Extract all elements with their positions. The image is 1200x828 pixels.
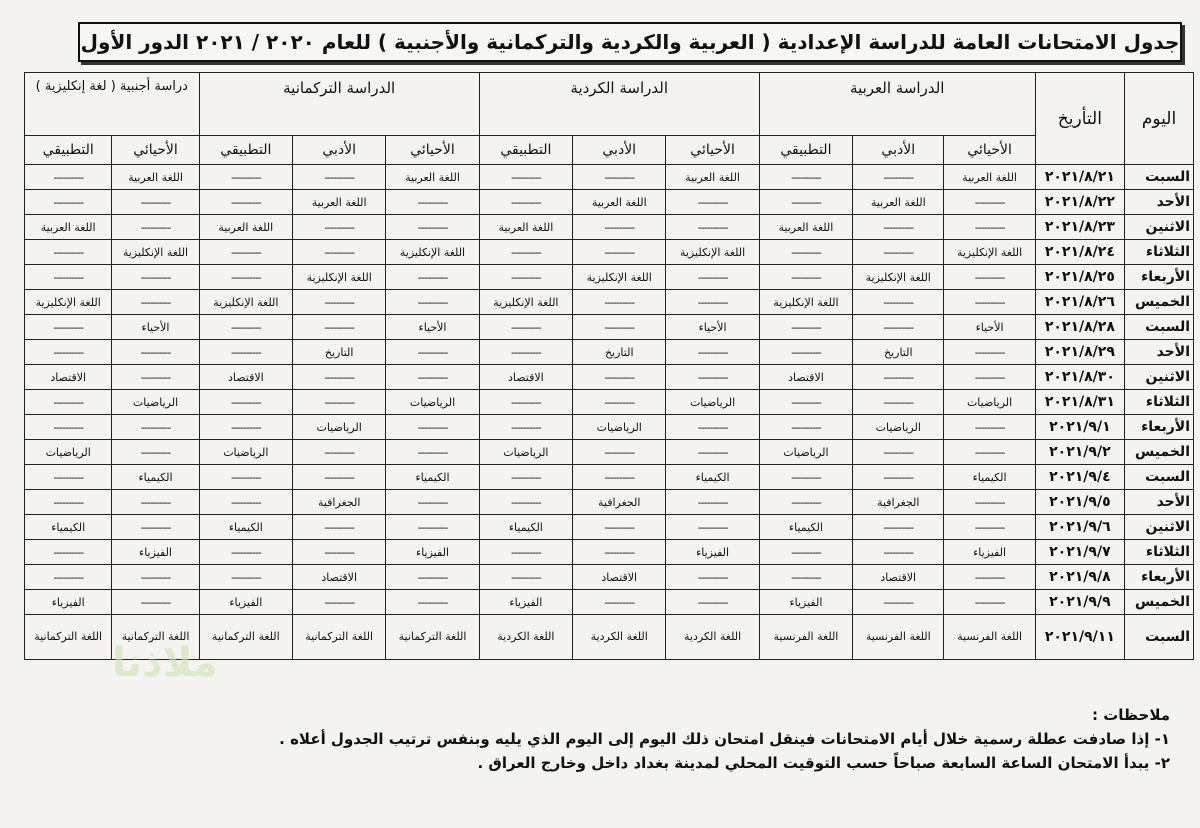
subject-cell: الفيزياء [479, 590, 572, 615]
subject-cell: اللغة التركمانية [25, 615, 112, 660]
subject-cell: ---------- [112, 590, 199, 615]
subject-cell: الرياضيات [666, 390, 759, 415]
branch-header: الأحيائي [386, 136, 479, 165]
subject-cell: ---------- [112, 265, 199, 290]
subject-cell: ---------- [573, 315, 666, 340]
subject-cell: ---------- [853, 240, 944, 265]
subject-cell: ---------- [293, 440, 386, 465]
subject-cell: ---------- [479, 165, 572, 190]
date-cell: ٢٠٢١/٨/٢٣ [1035, 215, 1124, 240]
subject-cell: التاريخ [293, 340, 386, 365]
subject-cell: ---------- [853, 315, 944, 340]
day-cell: الأحد [1125, 490, 1194, 515]
subject-cell: ---------- [293, 515, 386, 540]
date-cell: ٢٠٢١/٨/٢٨ [1035, 315, 1124, 340]
table-row [25, 415, 1194, 440]
day-cell: الاثنين [1125, 515, 1194, 540]
subject-cell: ---------- [112, 215, 199, 240]
subject-cell: ---------- [759, 315, 852, 340]
subject-cell: ---------- [573, 465, 666, 490]
subject-cell: الكيمياء [199, 515, 292, 540]
subject-cell: ---------- [944, 190, 1035, 215]
day-cell: الأحد [1125, 190, 1194, 215]
subject-cell: ---------- [479, 390, 572, 415]
subject-cell: اللغة العربية [293, 190, 386, 215]
day-cell: الأربعاء [1125, 265, 1194, 290]
date-cell: ٢٠٢١/٨/٢٩ [1035, 340, 1124, 365]
subject-cell: ---------- [944, 340, 1035, 365]
subject-cell: ---------- [199, 390, 292, 415]
subject-cell: اللغة العربية [853, 190, 944, 215]
exam-schedule-table [24, 72, 1194, 660]
subject-cell: ---------- [112, 565, 199, 590]
subject-cell: ---------- [944, 490, 1035, 515]
subject-cell: ---------- [666, 440, 759, 465]
subject-cell: ---------- [944, 365, 1035, 390]
subject-cell: اللغة الكردية [666, 615, 759, 660]
subject-cell: ---------- [573, 365, 666, 390]
branch-header-row [25, 136, 1194, 165]
subject-cell: الرياضيات [293, 415, 386, 440]
date-cell: ٢٠٢١/٩/٩ [1035, 590, 1124, 615]
subject-cell: ---------- [25, 315, 112, 340]
subject-cell: الأحياء [112, 315, 199, 340]
date-cell: ٢٠٢١/٨/٢٤ [1035, 240, 1124, 265]
subject-cell: ---------- [199, 415, 292, 440]
table-row [25, 365, 1194, 390]
subject-cell: ---------- [944, 215, 1035, 240]
subject-cell: الأحياء [666, 315, 759, 340]
subject-cell: ---------- [853, 440, 944, 465]
day-cell: الخميس [1125, 290, 1194, 315]
subject-cell: الكيمياء [386, 465, 479, 490]
subject-cell: ---------- [25, 390, 112, 415]
subject-cell: الجغرافية [853, 490, 944, 515]
day-cell: الثلاثاء [1125, 240, 1194, 265]
subject-cell: ---------- [25, 565, 112, 590]
subject-cell: الكيمياء [666, 465, 759, 490]
subject-cell: الفيزياء [944, 540, 1035, 565]
branch-header: التطبيقي [759, 136, 852, 165]
subject-cell: التاريخ [853, 340, 944, 365]
table-row [25, 215, 1194, 240]
subject-cell: ---------- [573, 165, 666, 190]
subject-cell: ---------- [479, 190, 572, 215]
day-cell: الثلاثاء [1125, 390, 1194, 415]
day-cell: الاثنين [1125, 215, 1194, 240]
subject-cell: ---------- [759, 390, 852, 415]
subject-cell: الفيزياء [386, 540, 479, 565]
day-cell: السبت [1125, 465, 1194, 490]
subject-cell: ---------- [293, 365, 386, 390]
subject-cell: اللغة الإنكليزية [573, 265, 666, 290]
subject-cell: الاقتصاد [199, 365, 292, 390]
subject-cell: ---------- [944, 415, 1035, 440]
subject-cell: اللغة الإنكليزية [944, 240, 1035, 265]
subject-cell: ---------- [199, 190, 292, 215]
subject-cell: الاقتصاد [25, 365, 112, 390]
subject-cell: ---------- [573, 590, 666, 615]
subject-cell: ---------- [293, 540, 386, 565]
day-cell: الخميس [1125, 440, 1194, 465]
subject-cell: ---------- [293, 240, 386, 265]
subject-cell: اللغة الإنكليزية [759, 290, 852, 315]
subject-cell: ---------- [479, 565, 572, 590]
table-row [25, 340, 1194, 365]
subject-cell: ---------- [25, 340, 112, 365]
date-header: التأريخ [1035, 73, 1124, 165]
subject-cell: اللغة الفرنسية [853, 615, 944, 660]
subject-cell: الفيزياء [25, 590, 112, 615]
subject-cell: الرياضيات [573, 415, 666, 440]
subject-cell: الرياضيات [853, 415, 944, 440]
subject-cell: الكيمياء [479, 515, 572, 540]
date-cell: ٢٠٢١/٩/٨ [1035, 565, 1124, 590]
subject-cell: الجغرافية [293, 490, 386, 515]
subject-cell: ---------- [293, 215, 386, 240]
watermark-logo: ملاذنا [112, 640, 218, 686]
subject-cell: اللغة العربية [573, 190, 666, 215]
subject-cell: ---------- [479, 540, 572, 565]
subject-cell: ---------- [386, 515, 479, 540]
subject-cell: اللغة العربية [479, 215, 572, 240]
subject-cell: اللغة الإنكليزية [853, 265, 944, 290]
subject-cell: ---------- [479, 490, 572, 515]
subject-cell: ---------- [759, 190, 852, 215]
subject-cell: ---------- [759, 415, 852, 440]
subject-cell: اللغة الكردية [479, 615, 572, 660]
subject-cell: ---------- [25, 415, 112, 440]
subject-cell: الفيزياء [759, 590, 852, 615]
subject-cell: الرياضيات [944, 390, 1035, 415]
subject-cell: ---------- [853, 515, 944, 540]
branch-header: الأحيائي [666, 136, 759, 165]
subject-cell: ---------- [944, 565, 1035, 590]
subject-cell: الأحياء [386, 315, 479, 340]
subject-cell: ---------- [759, 240, 852, 265]
date-cell: ٢٠٢١/٨/٢١ [1035, 165, 1124, 190]
subject-cell: اللغة الإنكليزية [479, 290, 572, 315]
day-cell: الاثنين [1125, 365, 1194, 390]
subject-cell: ---------- [386, 365, 479, 390]
subject-cell: ---------- [25, 190, 112, 215]
subject-cell: اللغة الفرنسية [944, 615, 1035, 660]
subject-cell: اللغة العربية [666, 165, 759, 190]
subject-cell: ---------- [479, 240, 572, 265]
subject-cell: ---------- [853, 215, 944, 240]
group-header-kurdish: الدراسة الكردية [479, 73, 759, 136]
subject-cell: اللغة الإنكليزية [386, 240, 479, 265]
group-header-arabic: الدراسة العربية [759, 73, 1035, 136]
subject-cell: اللغة التركمانية [199, 615, 292, 660]
subject-cell: ---------- [479, 265, 572, 290]
subject-cell: اللغة التركمانية [112, 615, 199, 660]
subject-cell: ---------- [293, 290, 386, 315]
subject-cell: ---------- [759, 540, 852, 565]
subject-cell: ---------- [112, 365, 199, 390]
subject-cell: ---------- [479, 315, 572, 340]
subject-cell: ---------- [112, 515, 199, 540]
subject-cell: التاريخ [573, 340, 666, 365]
note-item: ١- إذا صادفت عطلة رسمية خلال أيام الامتحانات فينقل امتحان ذلك اليوم إلى اليوم الذي يليه وبنفس ترتيب الجدول أعلاه . [279, 730, 1170, 748]
subject-cell: ---------- [386, 290, 479, 315]
subject-cell: ---------- [293, 390, 386, 415]
date-cell: ٢٠٢١/٩/٦ [1035, 515, 1124, 540]
subject-cell: اللغة الإنكليزية [112, 240, 199, 265]
subject-cell: ---------- [853, 365, 944, 390]
subject-cell: ---------- [573, 215, 666, 240]
subject-cell: ---------- [573, 515, 666, 540]
subject-cell: ---------- [759, 165, 852, 190]
table-row [25, 390, 1194, 415]
date-cell: ٢٠٢١/٨/٣٠ [1035, 365, 1124, 390]
subject-cell: ---------- [386, 215, 479, 240]
subject-cell: الرياضيات [386, 390, 479, 415]
subject-cell: ---------- [666, 290, 759, 315]
subject-cell: اللغة العربية [199, 215, 292, 240]
subject-cell: ---------- [666, 340, 759, 365]
subject-cell: اللغة العربية [944, 165, 1035, 190]
subject-cell: ---------- [112, 440, 199, 465]
subject-cell: ---------- [759, 340, 852, 365]
table-row [25, 315, 1194, 340]
date-cell: ٢٠٢١/٩/٤ [1035, 465, 1124, 490]
branch-header: التطبيقي [25, 136, 112, 165]
subject-cell: اللغة العربية [386, 165, 479, 190]
subject-cell: اللغة الإنكليزية [199, 290, 292, 315]
subject-cell: ---------- [386, 415, 479, 440]
branch-header: الأدبي [293, 136, 386, 165]
subject-cell: ---------- [386, 265, 479, 290]
subject-cell: ---------- [479, 340, 572, 365]
table-row [25, 490, 1194, 515]
subject-cell: ---------- [112, 490, 199, 515]
subject-cell: الرياضيات [759, 440, 852, 465]
subject-cell: ---------- [573, 290, 666, 315]
subject-cell: ---------- [199, 165, 292, 190]
subject-cell: ---------- [112, 340, 199, 365]
subject-cell: ---------- [199, 240, 292, 265]
subject-cell: ---------- [386, 565, 479, 590]
subject-cell: ---------- [386, 190, 479, 215]
table-row [25, 290, 1194, 315]
subject-cell: ---------- [853, 540, 944, 565]
table-row [25, 540, 1194, 565]
subject-cell: ---------- [479, 415, 572, 440]
subject-cell: اللغة الفرنسية [759, 615, 852, 660]
date-cell: ٢٠٢١/٨/٢٢ [1035, 190, 1124, 215]
table-row [25, 515, 1194, 540]
subject-cell: ---------- [944, 590, 1035, 615]
subject-cell: الجغرافية [573, 490, 666, 515]
subject-cell: ---------- [25, 165, 112, 190]
date-cell: ٢٠٢١/٨/٢٦ [1035, 290, 1124, 315]
subject-cell: ---------- [666, 515, 759, 540]
subject-cell: الاقتصاد [479, 365, 572, 390]
note-item: ٢- يبدأ الامتحان الساعة السابعة صباحاً حسب التوقيت المحلي لمدينة بغداد داخل وخارج العراق . [477, 754, 1170, 772]
subject-cell: اللغة العربية [759, 215, 852, 240]
subject-cell: ---------- [25, 490, 112, 515]
subject-cell: ---------- [293, 315, 386, 340]
subject-cell: ---------- [199, 315, 292, 340]
group-header-row [25, 73, 1194, 136]
subject-cell: ---------- [666, 190, 759, 215]
schedule-body [25, 165, 1194, 660]
subject-cell: الكيمياء [25, 515, 112, 540]
table-row [25, 190, 1194, 215]
subject-cell: ---------- [112, 290, 199, 315]
branch-header: الأحيائي [944, 136, 1035, 165]
subject-cell: ---------- [293, 465, 386, 490]
subject-cell: الكيمياء [944, 465, 1035, 490]
date-cell: ٢٠٢١/٩/٧ [1035, 540, 1124, 565]
day-cell: السبت [1125, 615, 1194, 660]
subject-cell: ---------- [666, 265, 759, 290]
table-row [25, 165, 1194, 190]
page-title: جدول الامتحانات العامة للدراسة الإعدادية ( العربية والكردية والتركمانية والأجنبية ) للعام ٢٠٢٠ / ٢٠٢١ الدور الأول [78, 22, 1182, 62]
branch-header: الأدبي [573, 136, 666, 165]
subject-cell: ---------- [573, 440, 666, 465]
date-cell: ٢٠٢١/٩/٢ [1035, 440, 1124, 465]
table-row [25, 590, 1194, 615]
subject-cell: اللغة التركمانية [386, 615, 479, 660]
subject-cell: ---------- [853, 390, 944, 415]
subject-cell: ---------- [112, 190, 199, 215]
table-row [25, 440, 1194, 465]
table-row [25, 265, 1194, 290]
subject-cell: ---------- [666, 365, 759, 390]
subject-cell: اللغة الإنكليزية [25, 290, 112, 315]
subject-cell: ---------- [759, 265, 852, 290]
subject-cell: ---------- [573, 240, 666, 265]
table-row [25, 565, 1194, 590]
subject-cell: الاقتصاد [853, 565, 944, 590]
subject-cell: الاقتصاد [759, 365, 852, 390]
subject-cell: ---------- [944, 290, 1035, 315]
subject-cell: ---------- [666, 215, 759, 240]
subject-cell: ---------- [853, 290, 944, 315]
date-cell: ٢٠٢١/٩/١ [1035, 415, 1124, 440]
group-header-turkmen: الدراسة التركمانية [199, 73, 479, 136]
subject-cell: الاقتصاد [293, 565, 386, 590]
subject-cell: ---------- [386, 440, 479, 465]
subject-cell: ---------- [199, 465, 292, 490]
branch-header: الأحيائي [112, 136, 199, 165]
subject-cell: اللغة العربية [25, 215, 112, 240]
day-cell: الأحد [1125, 340, 1194, 365]
subject-cell: ---------- [944, 265, 1035, 290]
date-cell: ٢٠٢١/٩/١١ [1035, 615, 1124, 660]
subject-cell: اللغة الإنكليزية [293, 265, 386, 290]
date-cell: ٢٠٢١/٩/٥ [1035, 490, 1124, 515]
subject-cell: ---------- [853, 590, 944, 615]
subject-cell: ---------- [479, 465, 572, 490]
date-cell: ٢٠٢١/٨/٣١ [1035, 390, 1124, 415]
subject-cell: ---------- [759, 490, 852, 515]
subject-cell: ---------- [666, 590, 759, 615]
subject-cell: ---------- [386, 590, 479, 615]
subject-cell: ---------- [25, 265, 112, 290]
day-cell: السبت [1125, 165, 1194, 190]
subject-cell: الرياضيات [112, 390, 199, 415]
subject-cell: ---------- [759, 465, 852, 490]
day-cell: الخميس [1125, 590, 1194, 615]
subject-cell: الكيمياء [112, 465, 199, 490]
subject-cell: ---------- [293, 165, 386, 190]
group-header-foreign: دراسة أجنبية ( لغة إنكليزية ) [25, 73, 200, 136]
subject-cell: اللغة العربية [112, 165, 199, 190]
subject-cell: ---------- [386, 490, 479, 515]
subject-cell: الكيمياء [759, 515, 852, 540]
day-header: اليوم [1125, 73, 1194, 165]
subject-cell: الاقتصاد [573, 565, 666, 590]
subject-cell: الرياضيات [25, 440, 112, 465]
subject-cell: ---------- [853, 165, 944, 190]
notes-section [70, 706, 1170, 778]
subject-cell: الفيزياء [112, 540, 199, 565]
subject-cell: ---------- [666, 415, 759, 440]
branch-header: التطبيقي [199, 136, 292, 165]
day-cell: السبت [1125, 315, 1194, 340]
subject-cell: ---------- [944, 440, 1035, 465]
branch-header: التطبيقي [479, 136, 572, 165]
day-cell: الأربعاء [1125, 565, 1194, 590]
subject-cell: الفيزياء [666, 540, 759, 565]
notes-heading: ملاحظات : [1091, 706, 1170, 724]
subject-cell: ---------- [853, 465, 944, 490]
subject-cell: الرياضيات [479, 440, 572, 465]
subject-cell: ---------- [25, 540, 112, 565]
subject-cell: ---------- [666, 490, 759, 515]
subject-cell: ---------- [573, 540, 666, 565]
subject-cell: الأحياء [944, 315, 1035, 340]
subject-cell: ---------- [293, 590, 386, 615]
subject-cell: ---------- [25, 465, 112, 490]
subject-cell: ---------- [199, 565, 292, 590]
subject-cell: ---------- [573, 390, 666, 415]
subject-cell: اللغة الإنكليزية [666, 240, 759, 265]
day-cell: الأربعاء [1125, 415, 1194, 440]
subject-cell: ---------- [759, 565, 852, 590]
subject-cell: ---------- [199, 540, 292, 565]
subject-cell: اللغة التركمانية [293, 615, 386, 660]
subject-cell: ---------- [199, 340, 292, 365]
subject-cell: الرياضيات [199, 440, 292, 465]
subject-cell: ---------- [199, 490, 292, 515]
subject-cell: ---------- [386, 340, 479, 365]
subject-cell: ---------- [944, 515, 1035, 540]
table-row [25, 465, 1194, 490]
subject-cell: ---------- [199, 265, 292, 290]
day-cell: الثلاثاء [1125, 540, 1194, 565]
subject-cell: اللغة الكردية [573, 615, 666, 660]
date-cell: ٢٠٢١/٨/٢٥ [1035, 265, 1124, 290]
branch-header: الأدبي [853, 136, 944, 165]
subject-cell: ---------- [666, 565, 759, 590]
subject-cell: ---------- [112, 415, 199, 440]
subject-cell: ---------- [25, 240, 112, 265]
table-row [25, 240, 1194, 265]
subject-cell: الفيزياء [199, 590, 292, 615]
